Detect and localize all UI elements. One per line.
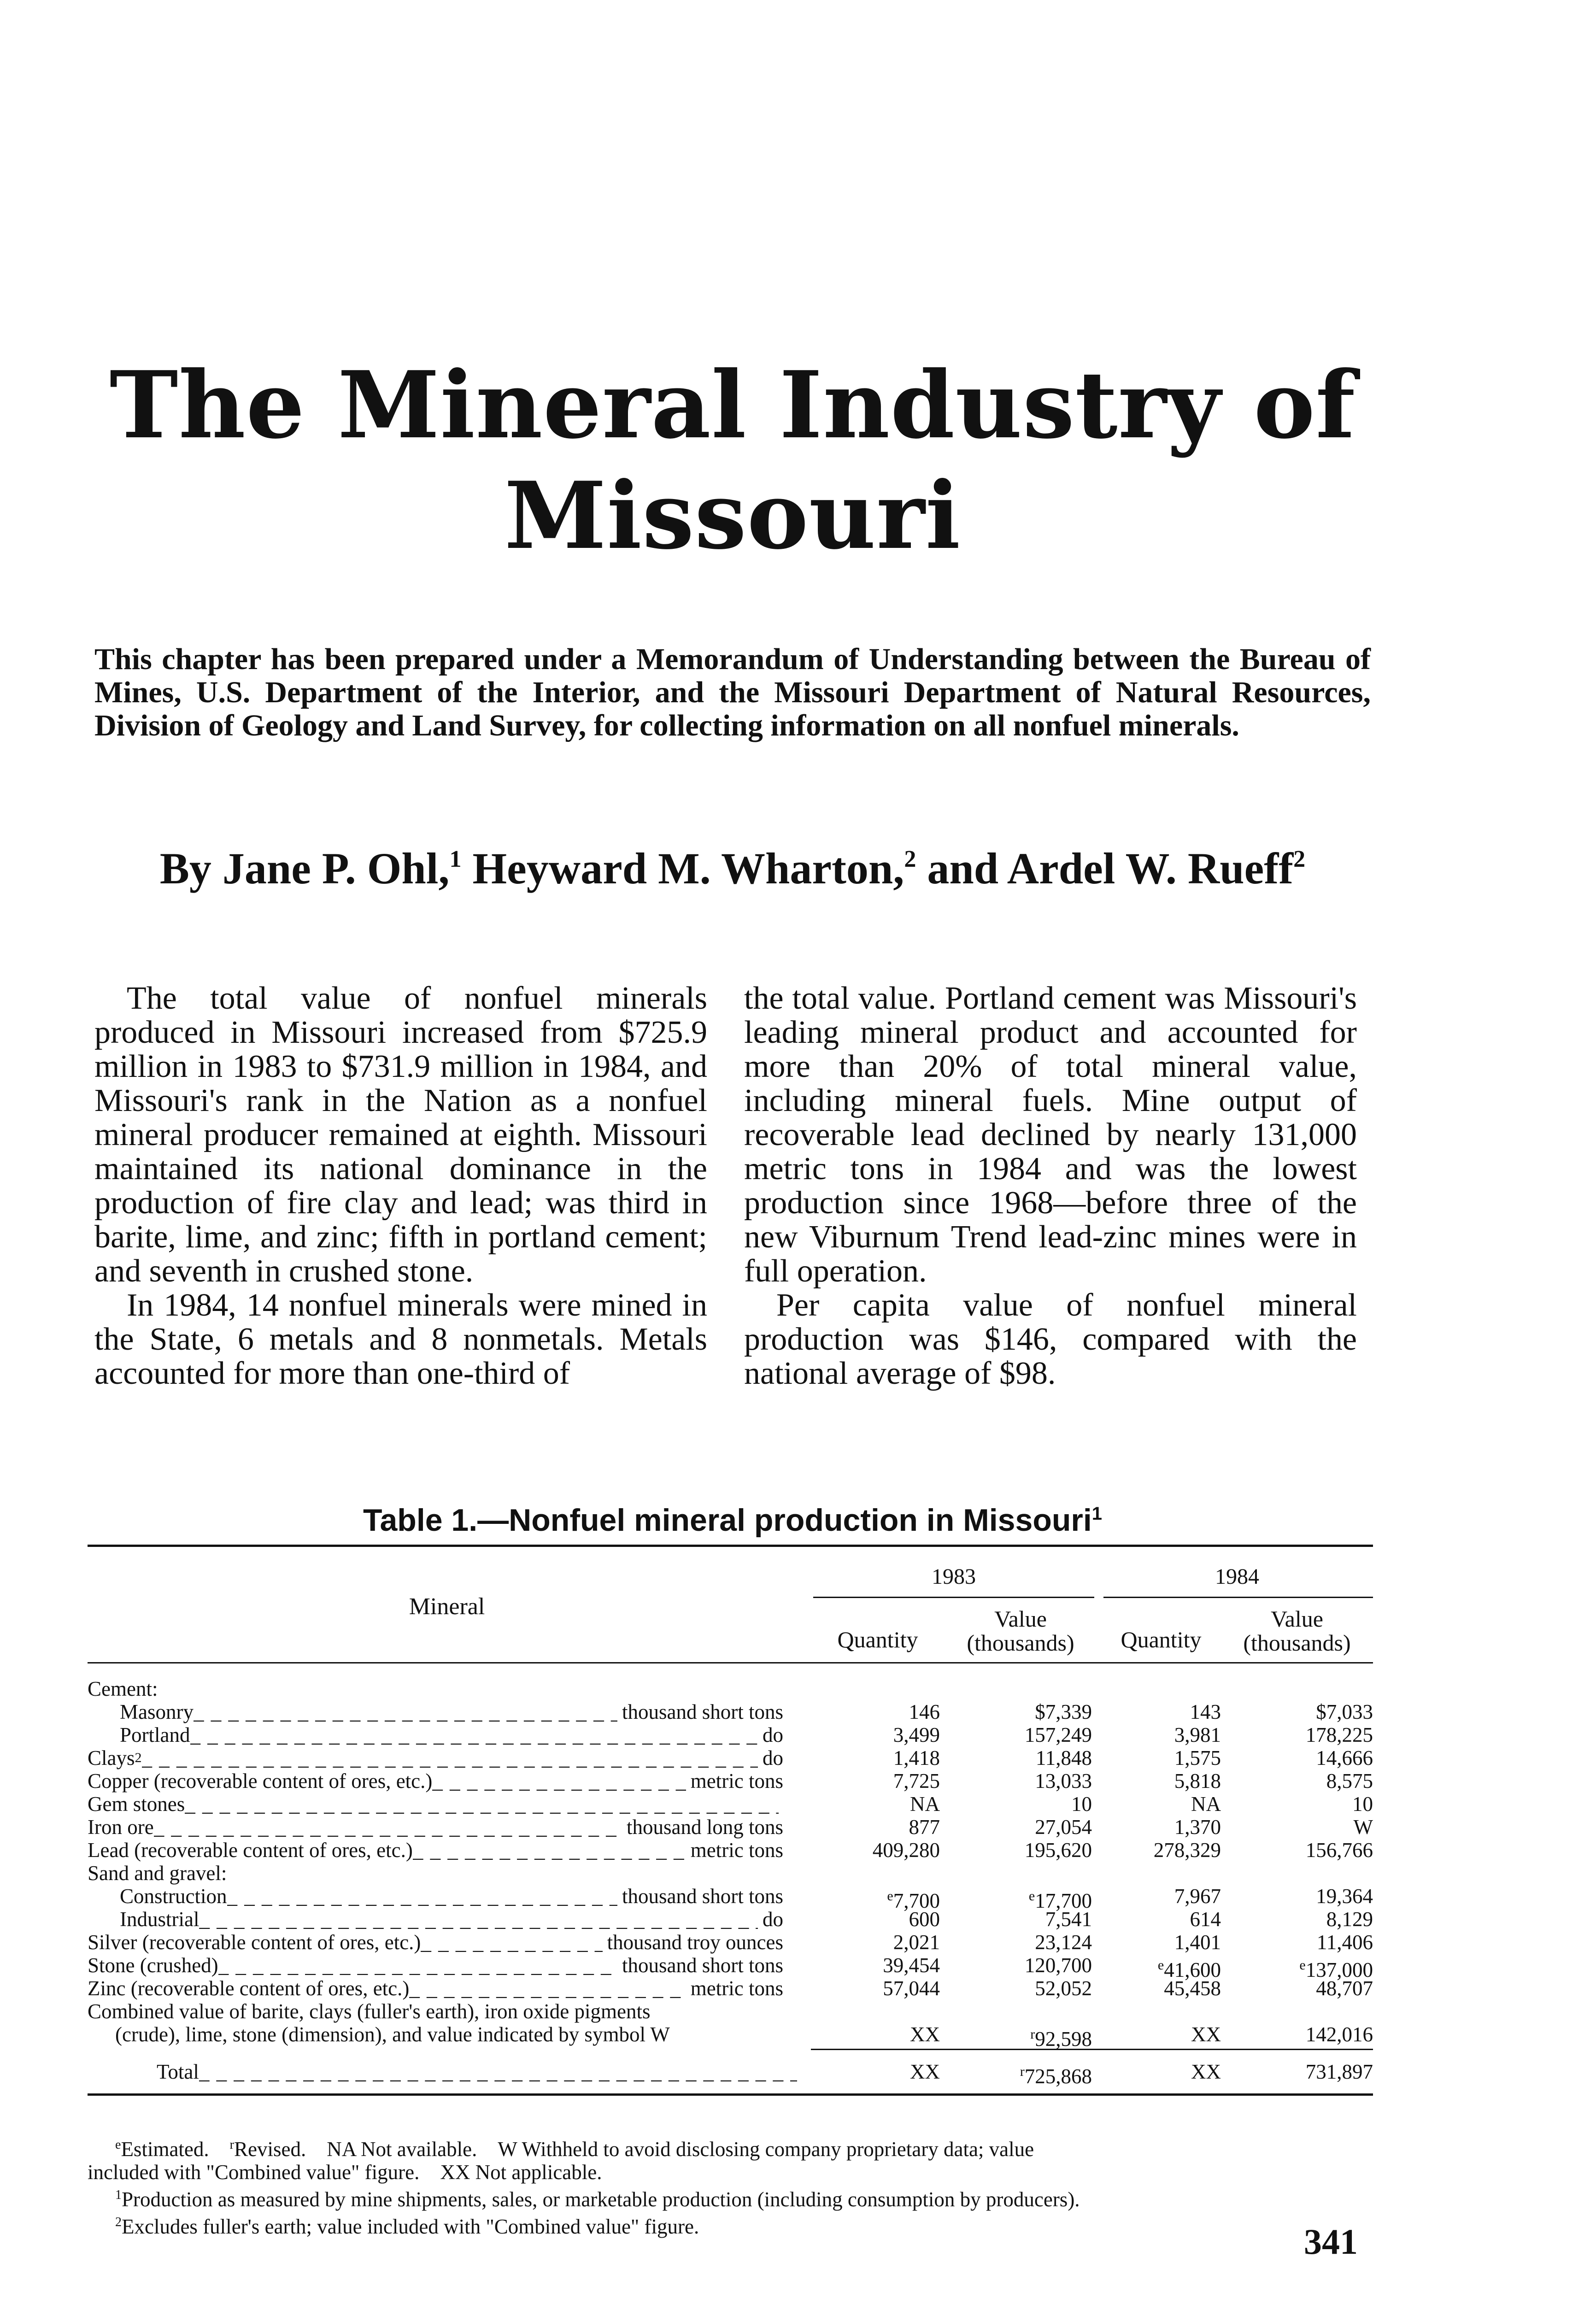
row-label-text: Gem stones bbox=[88, 1793, 185, 1816]
cell-value-1983: 52,052 bbox=[1035, 1977, 1092, 2000]
cell-value-1984: W bbox=[1353, 1816, 1373, 1839]
table-header bbox=[88, 1547, 1373, 1662]
cell-value-1984: 8,575 bbox=[1326, 1769, 1373, 1793]
table-caption-text: Table 1.—Nonfuel mineral production in Missouri bbox=[363, 1503, 1092, 1538]
cell-value-1983: 13,033 bbox=[1035, 1769, 1092, 1793]
cell-quantity-1983: 2,021 bbox=[893, 1931, 940, 1954]
table-row-lead bbox=[88, 1839, 1373, 1862]
cell-value-1983: 157,249 bbox=[1024, 1723, 1092, 1746]
table-row-clays bbox=[88, 1746, 1373, 1769]
leader-dots bbox=[199, 2060, 797, 2083]
leader-dots bbox=[199, 1908, 758, 1931]
table-row-masonry bbox=[88, 1700, 1373, 1723]
table-row-copper bbox=[88, 1769, 1373, 1793]
cell-value-text: 725,868 bbox=[1024, 2065, 1092, 2088]
cell-value-1983: 11,848 bbox=[1035, 1746, 1092, 1769]
footnote-revised: Revised. bbox=[234, 2138, 306, 2161]
cell-quantity-1983: NA bbox=[910, 1793, 940, 1816]
title-line-2: Missouri bbox=[504, 462, 961, 570]
row-label bbox=[88, 1954, 797, 1977]
row-unit: thousand long tons bbox=[626, 1816, 783, 1839]
row-label bbox=[88, 1885, 797, 1908]
row-label-text: Construction bbox=[120, 1885, 227, 1908]
footnote-2-text: Excludes fuller's earth; value included with "Combined value" figure. bbox=[122, 2215, 699, 2238]
row-label-text: Clays bbox=[88, 1746, 135, 1769]
paragraph-2-continued: the total value. Portland cement was Missouri's leading mineral product and accounted for more than 20% of total mineral value, including mineral fuels. Mine output of recoverable lead declined by nearly 131,000 metric tons in 1984 and was the lowest production since 1968—before three of the new Viburnum Trend lead-zinc mines were in full operation. bbox=[744, 981, 1357, 1289]
clays-note: 2 bbox=[135, 1750, 142, 1765]
byline bbox=[0, 834, 1465, 894]
total-rule bbox=[811, 2049, 1373, 2050]
table-row-combined bbox=[88, 2023, 1373, 2051]
table-row-gem-stones bbox=[88, 1793, 1373, 1816]
table-caption-note: 1 bbox=[1091, 1504, 1102, 1524]
cell-quantity-1984: 614 bbox=[1190, 1908, 1221, 1931]
header-mineral: Mineral bbox=[409, 1593, 485, 1620]
leader-dots bbox=[413, 1839, 686, 1862]
cell-quantity-1984: 5,818 bbox=[1174, 1769, 1221, 1793]
footnote-xx: XX Not applicable. bbox=[440, 2161, 602, 2184]
cell-value-1983: 27,054 bbox=[1035, 1816, 1092, 1839]
author-2-note: 2 bbox=[904, 846, 916, 872]
row-label-text: Zinc (recoverable content of ores, etc.) bbox=[88, 1977, 410, 2000]
leader-dots bbox=[190, 1723, 758, 1746]
cell-quantity-1984: 7,967 bbox=[1174, 1885, 1221, 1908]
footnote-na: NA Not available. bbox=[327, 2138, 477, 2161]
byline-prefix: By bbox=[159, 844, 223, 893]
header-quantity-1983: Quantity bbox=[837, 1627, 918, 1652]
cell-value-text: 17,700 bbox=[1035, 1889, 1092, 1912]
year-rule-1983 bbox=[813, 1597, 1094, 1598]
header-value-1983 bbox=[945, 1607, 1097, 1655]
cell-value-1983: 10 bbox=[1071, 1793, 1092, 1816]
year-rule-1984 bbox=[1103, 1597, 1373, 1598]
cell-value-text: 137,000 bbox=[1305, 1958, 1373, 1981]
footnote-2-mark: 2 bbox=[115, 2215, 122, 2229]
row-label: Combined value of barite, clays (fuller's earth), iron oxide pigments bbox=[88, 2000, 651, 2023]
page-title bbox=[0, 350, 1465, 571]
row-unit: thousand short tons bbox=[622, 1700, 783, 1723]
title-line-1: The Mineral Industry of bbox=[109, 351, 1356, 459]
header-value-1984-line2: (thousands) bbox=[1243, 1630, 1351, 1656]
estimated-mark: e bbox=[1299, 1957, 1306, 1973]
row-label bbox=[88, 2060, 797, 2083]
cell-value-1984: 178,225 bbox=[1305, 1723, 1373, 1746]
table-footnotes bbox=[88, 2134, 1373, 2238]
row-label-text: Masonry bbox=[120, 1700, 194, 1723]
estimated-mark: e bbox=[1028, 1888, 1035, 1904]
body-column-right bbox=[744, 982, 1357, 1391]
cell-quantity-1983 bbox=[797, 1885, 940, 1912]
footnote-combined: included with "Combined value" figure. bbox=[88, 2161, 420, 2184]
table-row-stone bbox=[88, 1954, 1373, 1981]
cell-value-1984: 142,016 bbox=[1305, 2023, 1373, 2046]
cell-quantity-1983: 3,499 bbox=[893, 1723, 940, 1746]
table-row-combined-label bbox=[88, 2000, 1373, 2023]
paragraph-1: The total value of nonfuel minerals produced in Missouri increased from $725.9 million in 1983 to $731.9 million in 1984, and Missouri's rank in the Nation as a nonfuel mineral producer remained at eighth. Missouri maintained its national dominance in the production of fire clay and lead; was third in barite, lime, and zinc; fifth in portland cement; and seventh in crushed stone. bbox=[94, 981, 707, 1289]
row-label bbox=[88, 1816, 797, 1839]
footnote-1 bbox=[88, 2184, 1373, 2211]
row-label-text: Lead (recoverable content of ores, etc.) bbox=[88, 1839, 413, 1862]
row-unit: metric tons bbox=[690, 1977, 783, 2000]
row-unit: metric tons bbox=[690, 1769, 783, 1793]
cell-value-1984: 14,666 bbox=[1316, 1746, 1373, 1769]
header-value-1983-line2: (thousands) bbox=[967, 1630, 1074, 1656]
header-value-1984 bbox=[1221, 1607, 1373, 1655]
row-unit bbox=[779, 1793, 797, 1816]
row-label: Sand and gravel: bbox=[88, 1862, 227, 1885]
cell-quantity-1983: 7,725 bbox=[893, 1769, 940, 1793]
leader-dots bbox=[227, 1885, 617, 1908]
cell-value-text: 7,700 bbox=[893, 1889, 940, 1912]
estimated-mark: e bbox=[887, 1888, 893, 1904]
row-label-text: Iron ore bbox=[88, 1816, 154, 1839]
paragraph-2: In 1984, 14 nonfuel minerals were mined in the State, 6 metals and 8 nonmetals. Metals accounted for more than one-third of bbox=[94, 1287, 707, 1391]
cell-quantity-1984: 1,575 bbox=[1174, 1746, 1221, 1769]
row-unit: do bbox=[763, 1723, 783, 1746]
cell-quantity-1983: 39,454 bbox=[883, 1954, 940, 1977]
cell-quantity-1984: 278,329 bbox=[1153, 1839, 1221, 1862]
cell-quantity-1984: 1,370 bbox=[1174, 1816, 1221, 1839]
row-unit: do bbox=[763, 1908, 783, 1931]
table-caption bbox=[0, 1495, 1465, 1539]
table-row-silver bbox=[88, 1931, 1373, 1954]
paragraph-3: Per capita value of nonfuel mineral production was $146, compared with the national average of $98. bbox=[744, 1287, 1357, 1391]
row-label-text: Copper (recoverable content of ores, etc.) bbox=[88, 1769, 433, 1793]
cell-quantity-1983: XX bbox=[910, 2023, 940, 2046]
header-value-1983-line1: Value bbox=[994, 1606, 1047, 1632]
author-1-note: 1 bbox=[449, 846, 462, 872]
row-label bbox=[88, 1793, 797, 1816]
cell-value-1983: 7,541 bbox=[1045, 1908, 1092, 1931]
leader-dots bbox=[432, 1769, 686, 1793]
leader-dots bbox=[218, 1954, 617, 1977]
table-bottom-rule bbox=[88, 2093, 1373, 2096]
cell-value-1984: 731,897 bbox=[1305, 2060, 1373, 2083]
row-unit: thousand short tons bbox=[622, 1885, 783, 1908]
table-row-portland bbox=[88, 1723, 1373, 1746]
cell-quantity-1983: 877 bbox=[909, 1816, 940, 1839]
cell-value-text: 92,598 bbox=[1035, 2028, 1092, 2051]
row-label-text: Total bbox=[157, 2060, 199, 2083]
row-label bbox=[88, 1723, 797, 1746]
intro-note: This chapter has been prepared under a Memorandum of Understanding between the Bureau of Mines, U.S. Department of the Interior, and the Missouri Department of Natural Resources, Division of Geology and Land Survey, for collecting information on all nonfuel minerals. bbox=[94, 642, 1371, 742]
author-1: Jane P. Ohl, bbox=[222, 844, 450, 893]
author-3: Ardel W. Rueff bbox=[1007, 844, 1294, 893]
table-body bbox=[88, 1663, 1373, 2088]
cell-quantity-1984: 3,981 bbox=[1174, 1723, 1221, 1746]
table-row-total bbox=[88, 2060, 1373, 2088]
footnote-1-text: Production as measured by mine shipments, sales, or marketable production (including consumption by producers). bbox=[122, 2188, 1080, 2211]
cell-quantity-1984: XX bbox=[1191, 2060, 1221, 2083]
footnote-estimated: Estimated. bbox=[121, 2138, 209, 2161]
table-row-construction bbox=[88, 1885, 1373, 1912]
row-label bbox=[88, 1839, 797, 1862]
leader-dots bbox=[421, 1931, 602, 1954]
cell-quantity-1984: 45,458 bbox=[1164, 1977, 1221, 2000]
revised-mark: r bbox=[1020, 2064, 1025, 2079]
row-label bbox=[88, 1908, 797, 1931]
row-label-text: Portland bbox=[120, 1723, 190, 1746]
author-2: Heyward M. Wharton, bbox=[461, 844, 904, 893]
row-unit: metric tons bbox=[690, 1839, 783, 1862]
cell-quantity-1983: 600 bbox=[909, 1908, 940, 1931]
row-label: Cement: bbox=[88, 1677, 158, 1700]
body-column-left bbox=[94, 982, 707, 1391]
revised-mark: r bbox=[229, 2138, 234, 2152]
row-label bbox=[88, 1700, 797, 1723]
footnote-1-mark: 1 bbox=[115, 2188, 122, 2202]
row-unit: thousand troy ounces bbox=[607, 1931, 783, 1954]
row-label-text: Stone (crushed) bbox=[88, 1954, 218, 1977]
footnote-2 bbox=[88, 2211, 1373, 2238]
row-label-text: Silver (recoverable content of ores, etc.) bbox=[88, 1931, 421, 1954]
cell-value-1984: $7,033 bbox=[1316, 1700, 1373, 1723]
estimated-mark: e bbox=[1157, 1957, 1164, 1973]
leader-dots bbox=[142, 1746, 758, 1769]
cell-value-1984 bbox=[1221, 1954, 1373, 1981]
header-year-1984: 1984 bbox=[1215, 1564, 1259, 1589]
row-unit: thousand short tons bbox=[622, 1954, 783, 1977]
cell-value-1984: 19,364 bbox=[1316, 1885, 1373, 1908]
cell-value-1983: 195,620 bbox=[1024, 1839, 1092, 1862]
cell-quantity-1983: 1,418 bbox=[893, 1746, 940, 1769]
leader-dots bbox=[154, 1816, 622, 1839]
table-row-zinc bbox=[88, 1977, 1373, 2000]
cell-value-1983: 120,700 bbox=[1024, 1954, 1092, 1977]
cell-value-1984: 8,129 bbox=[1326, 1908, 1373, 1931]
cell-quantity-1984: NA bbox=[1191, 1793, 1221, 1816]
footnote-legend-continued bbox=[88, 2161, 1373, 2184]
cell-value-1983 bbox=[940, 1885, 1092, 1912]
cell-quantity-1983: XX bbox=[910, 2060, 940, 2083]
table-row-industrial bbox=[88, 1908, 1373, 1931]
mineral-production-table bbox=[88, 1545, 1373, 2096]
cell-value-1983: $7,339 bbox=[1035, 1700, 1092, 1723]
author-3-note: 2 bbox=[1293, 846, 1306, 872]
row-label bbox=[88, 1931, 797, 1954]
header-year-1983: 1983 bbox=[932, 1564, 976, 1589]
page-number: 341 bbox=[1304, 2222, 1358, 2262]
leader-dots bbox=[185, 1793, 779, 1816]
cell-value-1983 bbox=[940, 2023, 1092, 2051]
row-label bbox=[88, 1769, 797, 1793]
row-label-continued: (crude), lime, stone (dimension), and value indicated by symbol W bbox=[115, 2023, 670, 2046]
leader-dots bbox=[194, 1700, 617, 1723]
cell-quantity-1983: 146 bbox=[909, 1700, 940, 1723]
row-unit: do bbox=[763, 1746, 783, 1769]
cell-value-1984: 156,766 bbox=[1305, 1839, 1373, 1862]
footnote-legend bbox=[88, 2134, 1373, 2161]
footnote-w: W Withheld to avoid disclosing company proprietary data; value bbox=[498, 2138, 1034, 2161]
estimated-mark: e bbox=[115, 2138, 121, 2152]
cell-quantity-1983: 409,280 bbox=[872, 1839, 940, 1862]
cell-quantity-1984: 143 bbox=[1190, 1700, 1221, 1723]
cell-quantity-1984: XX bbox=[1191, 2023, 1221, 2046]
row-label bbox=[88, 1746, 797, 1769]
table-row-iron-ore bbox=[88, 1816, 1373, 1839]
revised-mark: r bbox=[1030, 2027, 1035, 2042]
cell-value-1984: 48,707 bbox=[1316, 1977, 1373, 2000]
cell-quantity-1984 bbox=[1092, 1954, 1221, 1981]
leader-dots bbox=[409, 1977, 686, 2000]
cell-value-1984: 11,406 bbox=[1316, 1931, 1373, 1954]
cell-value-text: 41,600 bbox=[1164, 1958, 1221, 1981]
table-row-sand-gravel bbox=[88, 1862, 1373, 1885]
row-label-text: Industrial bbox=[120, 1908, 200, 1931]
cell-value-1983 bbox=[940, 2060, 1092, 2088]
cell-quantity-1983: 57,044 bbox=[883, 1977, 940, 2000]
table-row-cement bbox=[88, 1677, 1373, 1700]
cell-value-1983: 23,124 bbox=[1035, 1931, 1092, 1954]
cell-value-1984: 10 bbox=[1352, 1793, 1373, 1816]
byline-joiner: and bbox=[916, 844, 1007, 893]
row-label bbox=[88, 1977, 797, 2000]
header-quantity-1984: Quantity bbox=[1121, 1627, 1202, 1652]
cell-quantity-1984: 1,401 bbox=[1174, 1931, 1221, 1954]
header-value-1984-line1: Value bbox=[1271, 1606, 1323, 1632]
